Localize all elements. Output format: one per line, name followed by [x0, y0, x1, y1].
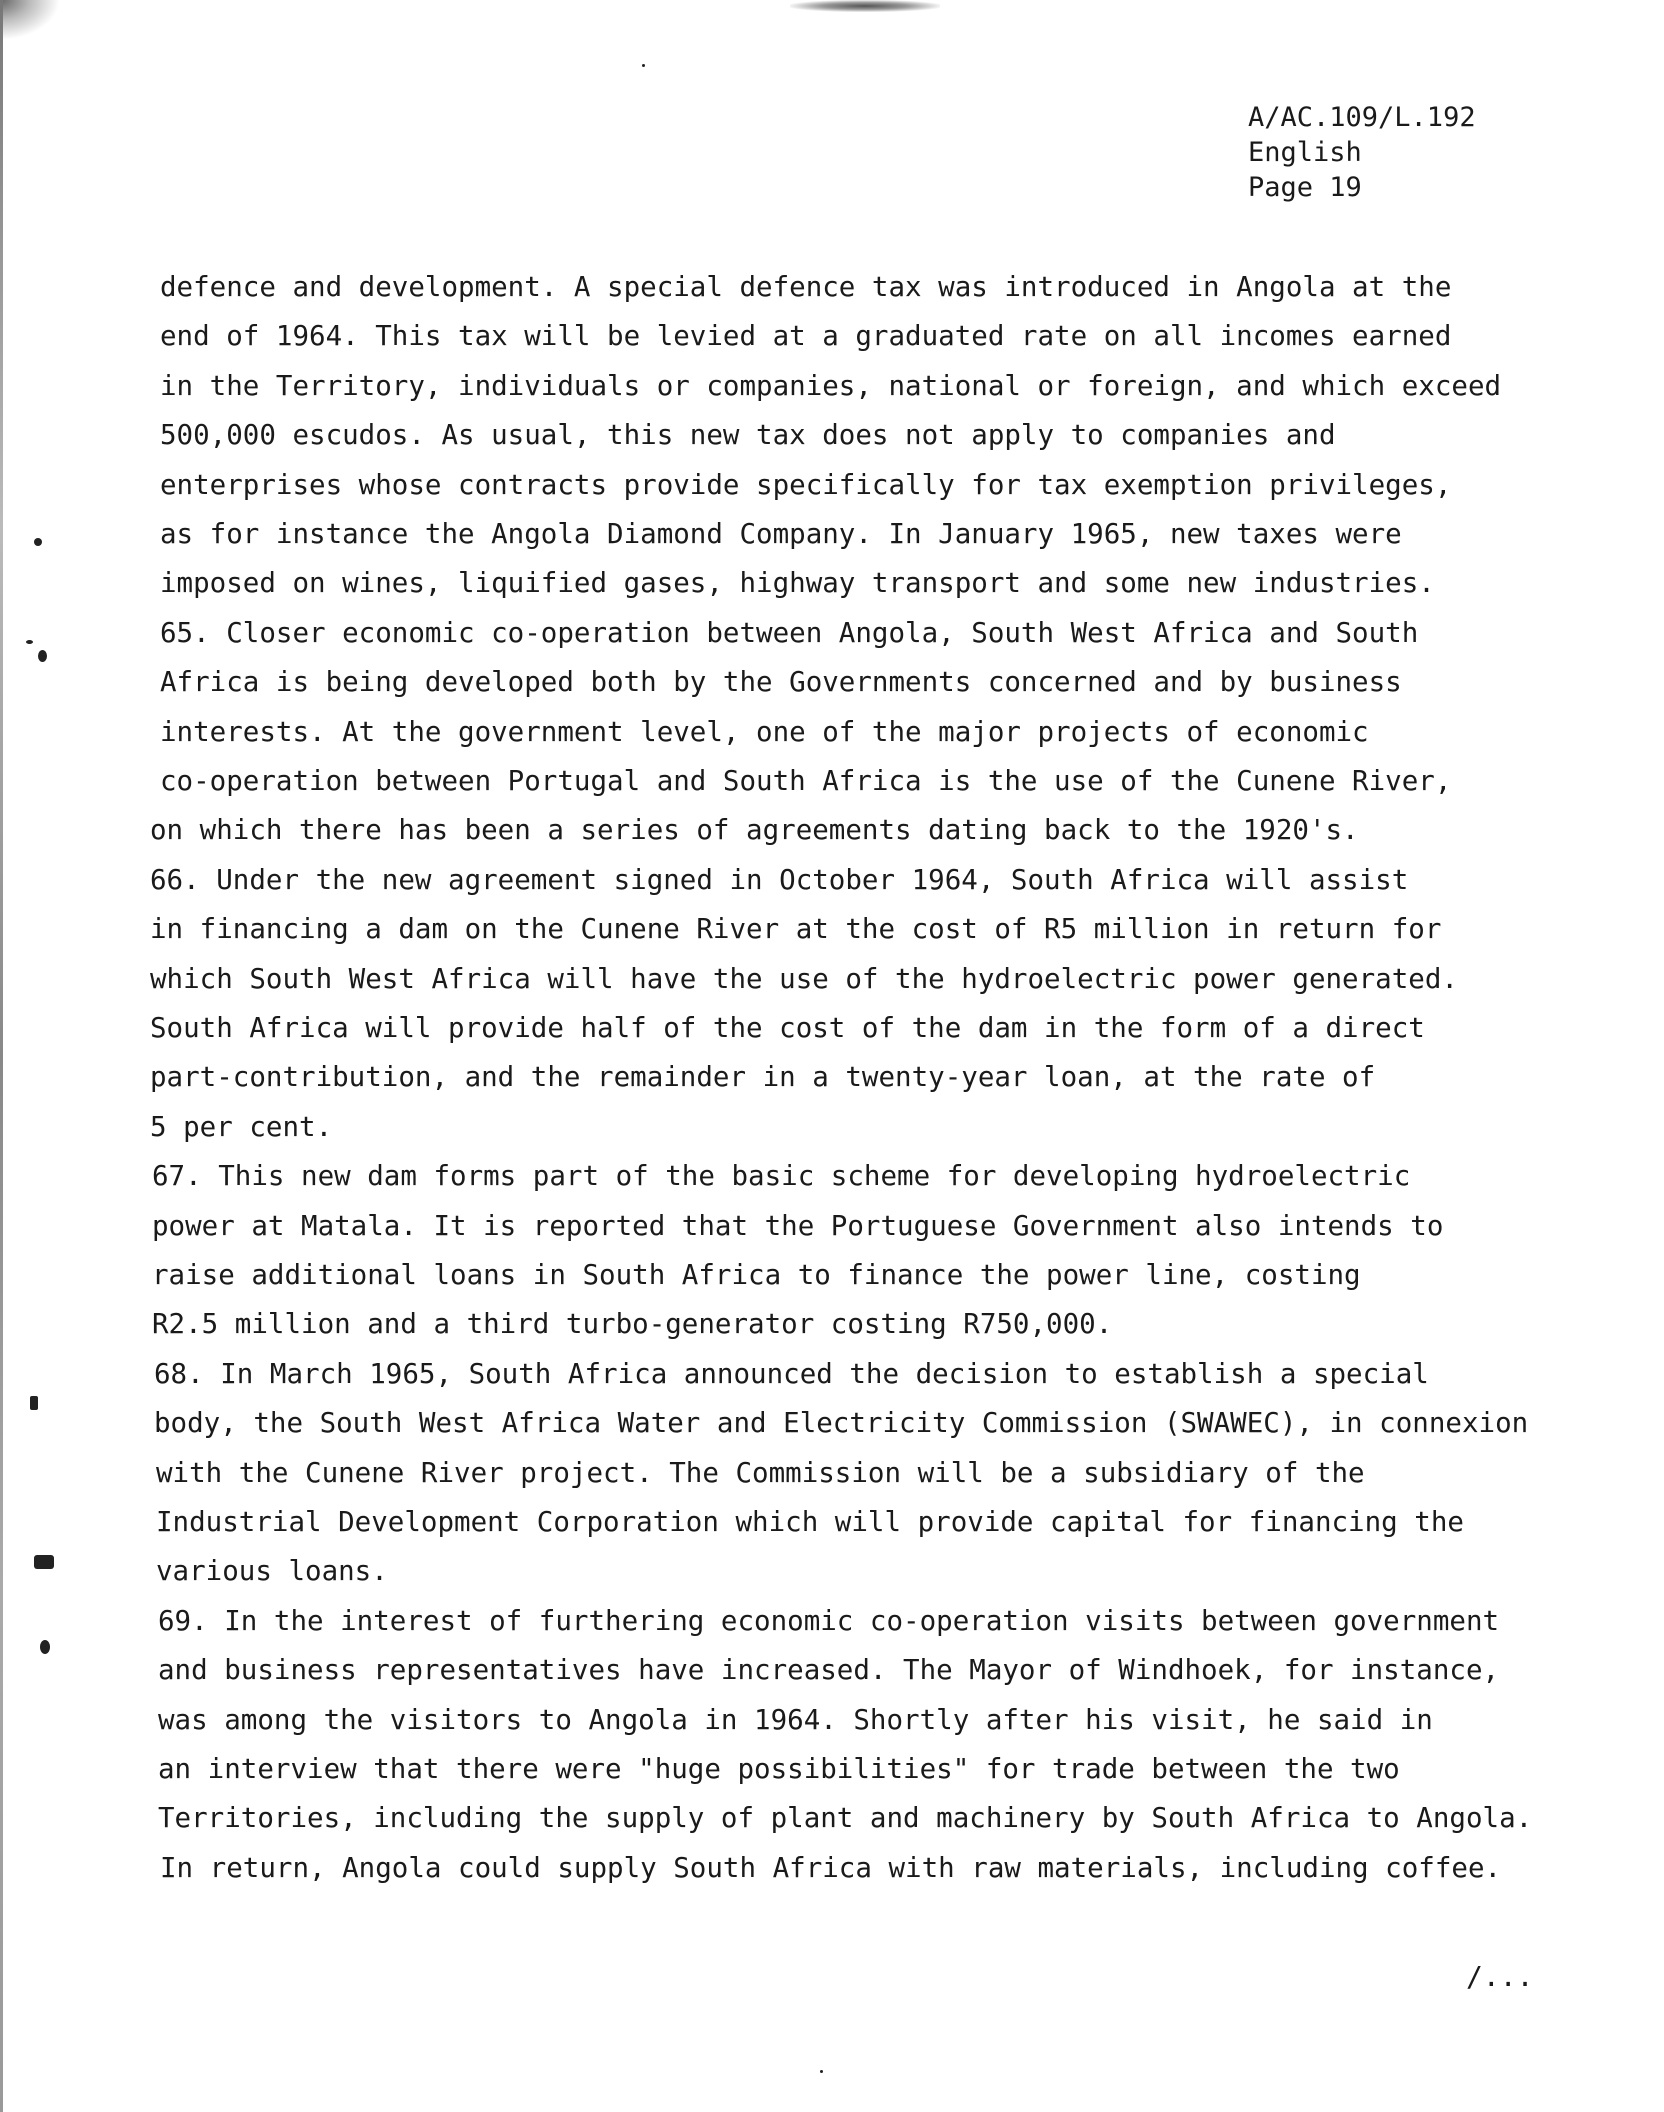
body-line: and business representatives have increased. The Mayor of Windhoek, for instance,	[158, 1654, 1500, 1687]
scan-speck	[30, 1396, 38, 1410]
scan-speck	[26, 640, 33, 644]
body-line: enterprises whose contracts provide specifically for tax exemption privileges,	[160, 468, 1452, 501]
document-header	[1248, 100, 1476, 205]
body-line: 69. In the interest of furthering economic co-operation visits between government	[158, 1604, 1500, 1637]
page-number: Page 19	[1248, 172, 1362, 203]
document-symbol: A/AC.109/L.192	[1248, 102, 1476, 133]
body-line: body, the South West Africa Water and Electricity Commission (SWAWEC), in connexion	[154, 1407, 1529, 1440]
body-line: 68. In March 1965, South Africa announced the decision to establish a special	[154, 1357, 1429, 1390]
body-line: 66. Under the new agreement signed in October 1964, South Africa will assist	[150, 863, 1409, 896]
body-line: as for instance the Angola Diamond Company. In January 1965, new taxes were	[160, 518, 1402, 550]
body-line: imposed on wines, liquified gases, highway transport and some new industries.	[160, 567, 1435, 600]
body-line: with the Cunene River project. The Commission will be a subsidiary of the	[156, 1456, 1365, 1489]
scan-speck	[40, 1640, 50, 1654]
body-line: South Africa will provide half of the cost of the dam in the form of a direct	[150, 1012, 1425, 1044]
body-line: 500,000 escudos. As usual, this new tax does not apply to companies and	[160, 419, 1336, 452]
body-line: defence and development. A special defence tax was introduced in Angola at the	[160, 271, 1452, 303]
body-line: in the Territory, individuals or companies, national or foreign, and which exceed	[160, 369, 1502, 402]
body-line: Territories, including the supply of plant and machinery by South Africa to Angola.	[158, 1802, 1533, 1835]
scan-speck	[34, 1555, 54, 1569]
body-line: end of 1964. This tax will be levied at a graduated rate on all incomes earned	[160, 320, 1452, 353]
scan-speck	[38, 650, 47, 662]
body-line: an interview that there were "huge possibilities" for trade between the two	[158, 1753, 1400, 1785]
body-line: R2.5 million and a third turbo-generator costing R750,000.	[152, 1308, 1113, 1341]
body-line: interests. At the government level, one of the major projects of economic	[160, 715, 1369, 748]
body-line: Industrial Development Corporation which will provide capital for financing the	[156, 1506, 1464, 1538]
document-language: English	[1248, 137, 1362, 168]
body-line: on which there has been a series of agreements dating back to the 1920's.	[150, 814, 1359, 847]
body-line: 65. Closer economic co-operation between Angola, South West Africa and South	[160, 616, 1419, 649]
body-line: part-contribution, and the remainder in a twenty-year loan, at the rate of	[150, 1061, 1376, 1094]
body-line: 67. This new dam forms part of the basic scheme for developing hydroelectric	[152, 1160, 1411, 1193]
scan-speck	[820, 2070, 823, 2073]
body-line: Africa is being developed both by the Governments concerned and by business	[160, 666, 1402, 699]
scan-speck	[642, 64, 645, 67]
body-line: raise additional loans in South Africa to finance the power line, costing	[152, 1259, 1361, 1291]
continuation-mark: /...	[1466, 1960, 1534, 1993]
scan-edge-streak	[0, 0, 3, 2112]
scan-top-smudge	[790, 0, 940, 12]
body-line: which South West Africa will have the use of the hydroelectric power generated.	[150, 962, 1458, 995]
body-line: 5 per cent.	[150, 1110, 333, 1143]
body-line: various loans.	[156, 1555, 388, 1588]
body-line: co-operation between Portugal and South Africa is the use of the Cunene River,	[160, 765, 1452, 797]
body-line: in financing a dam on the Cunene River at the cost of R5 million in return for	[150, 913, 1442, 946]
body-line: was among the visitors to Angola in 1964. Shortly after his visit, he said in	[158, 1703, 1433, 1736]
scan-corner-smudge	[0, 0, 60, 40]
scan-speck	[34, 538, 42, 546]
body-line: In return, Angola could supply South Africa with raw materials, including coffee.	[160, 1851, 1502, 1884]
body-line: power at Matala. It is reported that the Portuguese Government also intends to	[152, 1209, 1444, 1242]
